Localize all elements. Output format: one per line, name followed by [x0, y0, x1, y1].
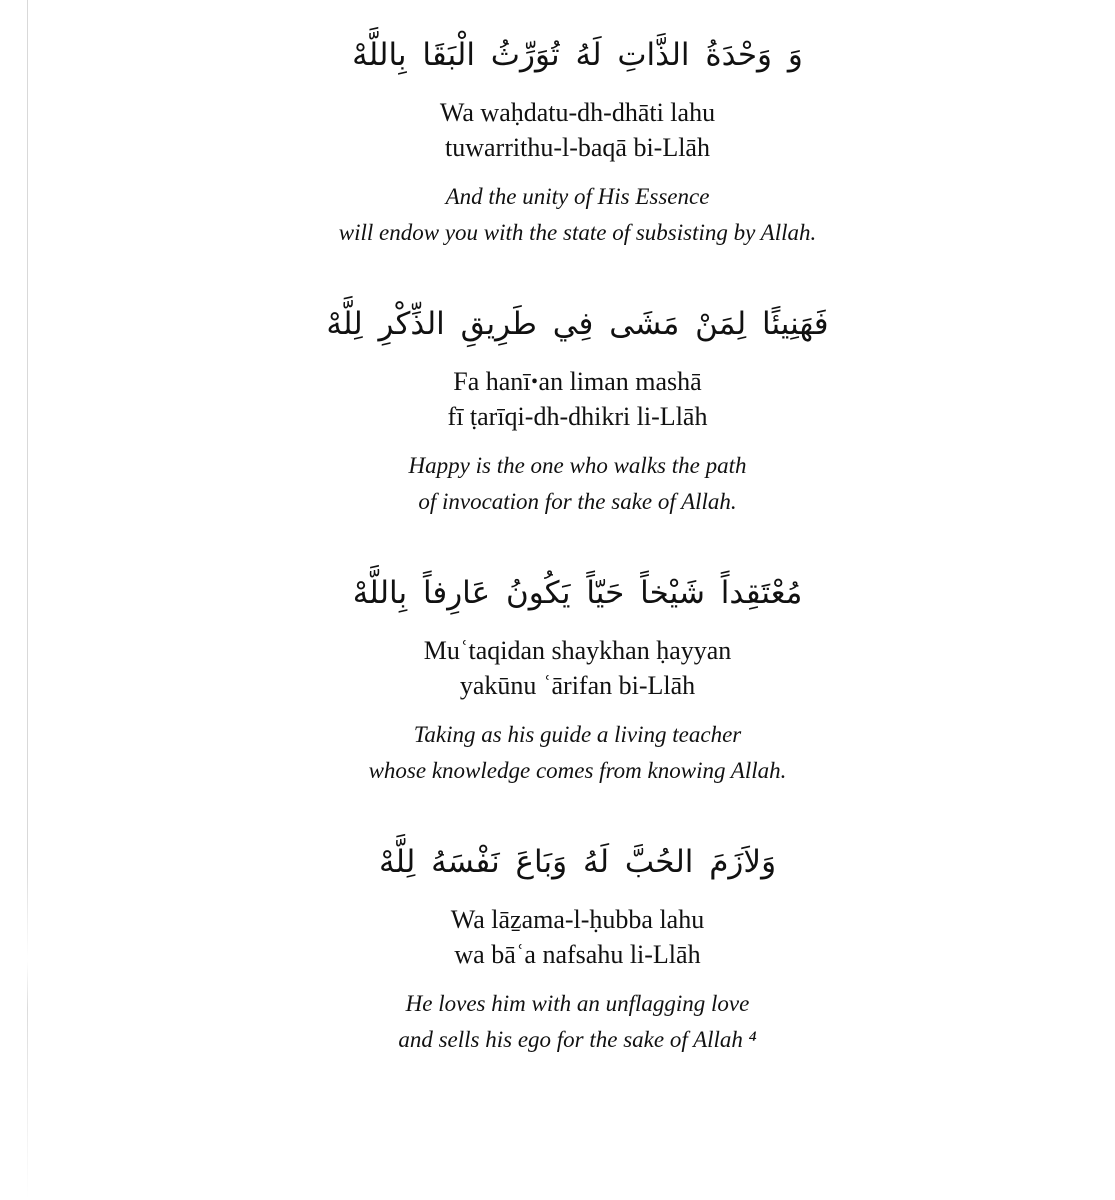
translation-line: And the unity of His Essence [445, 184, 710, 209]
arabic-verse: وَ وَحْدَةُ الذَّاتِ لَهُ تُوَرِّثُ الْبَقَا بِاللَّهْ [352, 37, 803, 73]
translation [290, 717, 865, 789]
transliteration [290, 633, 865, 703]
translation [290, 986, 865, 1058]
transliteration [290, 364, 865, 434]
arabic-verse: فَهَنِيئًا لِمَنْ مَشَى فِي طَرِيقِ الذِّكْرِ لِلَّهْ [326, 306, 829, 342]
translation-line: whose knowledge comes from knowing Allah. [368, 758, 787, 783]
translation [290, 179, 865, 251]
transliteration-line: tuwarrithu-l-baqā bi-Llāh [445, 133, 710, 162]
transliteration [290, 902, 865, 972]
transliteration-line: wa bāʿa nafsahu li-Llāh [454, 940, 701, 969]
translation-line: will endow you with the state of subsisting by Allah. [338, 220, 817, 245]
translation-line: and sells his ego for the sake of Allah ⁴ [398, 1027, 757, 1052]
translation-line: of invocation for the sake of Allah. [418, 489, 737, 514]
transliteration-line: Muʿtaqidan shaykhan ḥayyan [423, 636, 732, 665]
stanza-3 [290, 564, 865, 789]
transliteration [290, 95, 865, 165]
arabic-verse: مُعْتَقِداً شَيْخاً حَيّاً يَكُونُ عَارِفاً بِاللَّهْ [352, 575, 803, 611]
stanza-1 [290, 26, 865, 251]
transliteration-line: Fa hanīꞏan liman mashā [453, 367, 702, 396]
transliteration-line: yakūnu ʿārifan bi-Llāh [459, 671, 696, 700]
translation [290, 448, 865, 520]
translation-line: He loves him with an unflagging love [405, 991, 750, 1016]
arabic-verse: وَلاَزَمَ الحُبَّ لَهُ وَبَاعَ نَفْسَهُ لِلَّهْ [378, 844, 777, 880]
page-margin-line [27, 0, 28, 1200]
translation-line: Happy is the one who walks the path [408, 453, 747, 478]
transliteration-line: Wa waḥdatu-dh-dhāti lahu [439, 98, 716, 127]
stanza-2 [290, 295, 865, 520]
translation-line: Taking as his guide a living teacher [413, 722, 742, 747]
transliteration-line: Wa lāẕama-l-ḥubba lahu [450, 905, 705, 934]
transliteration-line: fī ṭarīqi-dh-dhikri li-Llāh [447, 402, 708, 431]
stanza-4 [290, 833, 865, 1058]
poem [290, 26, 865, 1058]
